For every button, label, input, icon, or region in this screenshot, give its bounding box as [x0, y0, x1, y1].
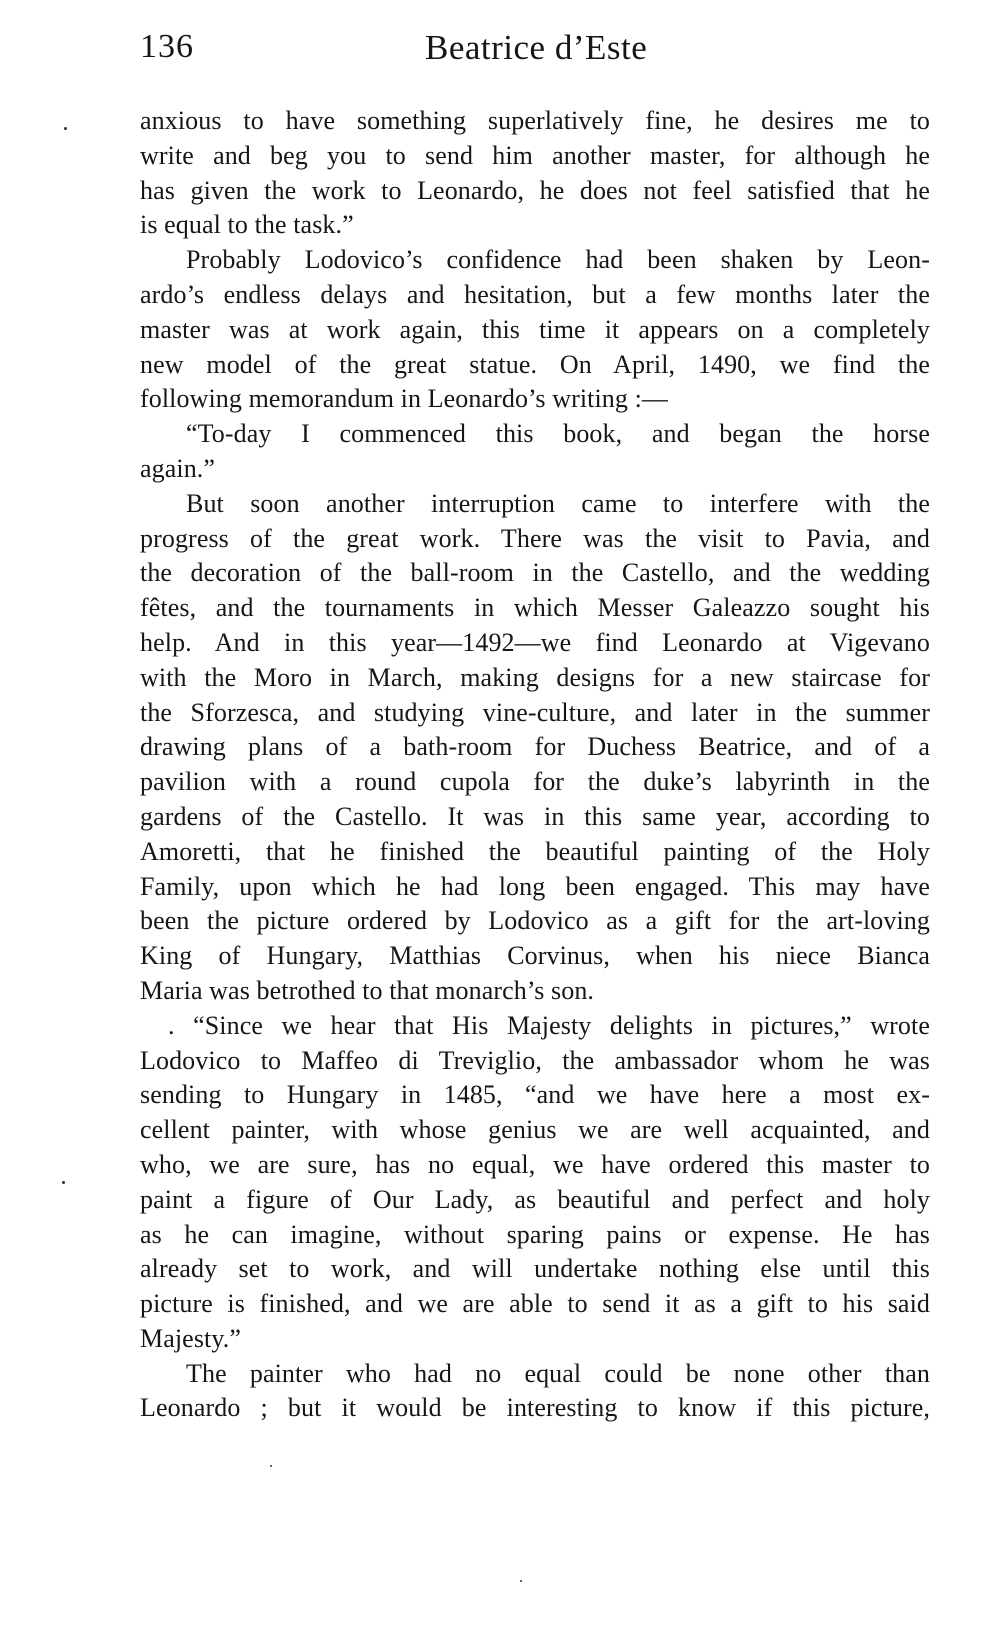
text-line: Family, upon which he had long been engaged. This may have	[140, 871, 930, 901]
text-line: who, we are sure, has no equal, we have ordered this master to	[140, 1149, 930, 1179]
text-line: Maria was betrothed to that monarch’s son.	[140, 975, 595, 1005]
text-line: help. And in this year—1492—we find Leonardo at Vigevano	[140, 627, 930, 657]
text-line: already set to work, and will undertake nothing else until this	[140, 1254, 930, 1284]
text-line: “To-day I commenced this book, and began the horse	[186, 419, 930, 449]
text-line: fêtes, and the tournaments in which Messer Galeazzo sought his	[140, 593, 930, 623]
text-line: the Sforzesca, and studying vine-culture, and later in the summer	[140, 697, 930, 727]
body-text	[140, 104, 930, 1426]
page-header	[140, 28, 930, 78]
text-line: . “Since we hear that His Majesty delights in pictures,” wrote	[168, 1010, 930, 1040]
text-line: pavilion with a round cupola for the duke’s labyrinth in the	[140, 767, 930, 797]
text-line: paint a figure of Our Lady, as beautiful and perfect and holy	[140, 1184, 930, 1214]
text-line: following memorandum in Leonardo’s writing :—	[140, 384, 669, 414]
text-line: with the Moro in March, making designs for a new staircase for	[140, 662, 930, 692]
scan-speck	[520, 1580, 522, 1582]
text-line: gardens of the Castello. It was in this same year, according to	[140, 801, 930, 831]
page-number: 136	[140, 28, 194, 65]
text-line: has given the work to Leonardo, he does not feel satisfied that he	[140, 175, 930, 205]
scan-speck	[64, 127, 67, 130]
text-line: been the picture ordered by Lodovico as a gift for the art-loving	[140, 906, 930, 936]
running-title: Beatrice d’Este	[425, 28, 648, 67]
text-line: But soon another interruption came to interfere with the	[186, 488, 930, 518]
text-line: as he can imagine, without sparing pains or expense. He has	[140, 1219, 930, 1249]
text-line: Leonardo ; but it would be interesting to know if this picture,	[140, 1393, 930, 1423]
text-line: Majesty.”	[140, 1323, 242, 1353]
text-line: Lodovico to Maffeo di Treviglio, the ambassador whom he was	[140, 1045, 930, 1075]
text-line: progress of the great work. There was the visit to Pavia, and	[140, 523, 930, 553]
text-line: drawing plans of a bath-room for Duchess Beatrice, and of a	[140, 732, 930, 762]
text-line: anxious to have something superlatively fine, he desires me to	[140, 106, 930, 135]
text-line: ardo’s endless delays and hesitation, but a few months later the	[140, 279, 930, 309]
scan-speck	[62, 1181, 65, 1184]
scan-speck	[270, 1465, 272, 1467]
text-line: write and beg you to send him another master, for although he	[140, 140, 930, 170]
text-line: again.”	[140, 453, 216, 483]
text-line: The painter who had no equal could be none other than	[186, 1358, 930, 1388]
text-line: King of Hungary, Matthias Corvinus, when his niece Bianca	[140, 941, 930, 971]
text-line: Probably Lodovico’s confidence had been shaken by Leon-	[186, 245, 930, 275]
text-line: the decoration of the ball-room in the Castello, and the wedding	[140, 558, 930, 588]
text-line: picture is finished, and we are able to send it as a gift to his said	[140, 1289, 930, 1319]
text-line: Amoretti, that he finished the beautiful painting of the Holy	[140, 836, 930, 866]
text-line: new model of the great statue. On April, 1490, we find the	[140, 349, 930, 379]
text-line: master was at work again, this time it appears on a completely	[140, 314, 930, 344]
text-line: cellent painter, with whose genius we are well acquainted, and	[140, 1115, 930, 1145]
text-line: sending to Hungary in 1485, “and we have here a most ex-	[140, 1080, 930, 1110]
text-line: is equal to the task.”	[140, 210, 354, 240]
